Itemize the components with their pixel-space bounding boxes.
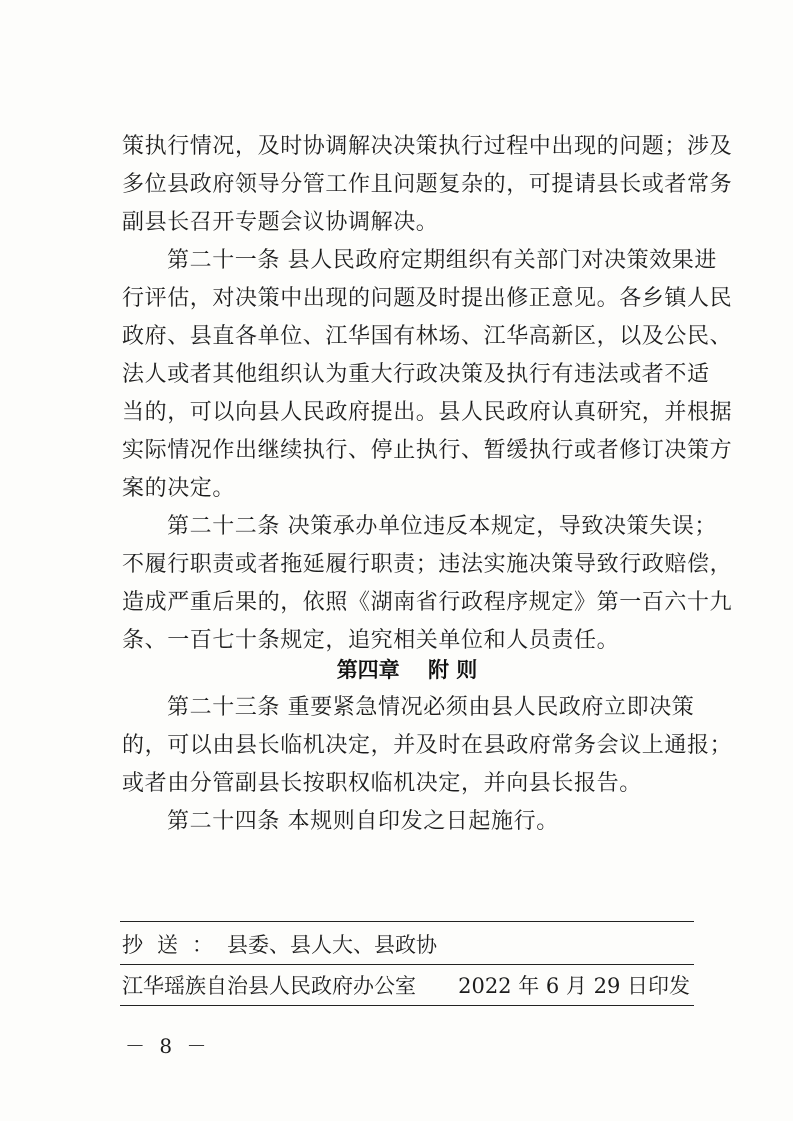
issue-date: 2022 年 6 月 29 日印发 — [458, 974, 690, 998]
chapter-heading: 第四章 附 则 — [336, 658, 478, 682]
text-line: 当的，可以向县人民政府提出。县人民政府认真研究，并根据 — [122, 400, 733, 425]
text-line: 副县长召开专题会议协调解决。 — [122, 210, 439, 235]
page-number: － 8 － — [125, 1034, 211, 1058]
text-line: 造成严重后果的，依照《湖南省行政程序规定》第一百六十九 — [122, 590, 733, 615]
text-line: 第二十三条 重要紧急情况必须由县人民政府立即决策 — [167, 695, 695, 720]
footer-bottom-rule — [120, 1005, 694, 1006]
text-line: 第二十二条 决策承办单位违反本规定，导致决策失误； — [167, 514, 717, 539]
text-line: 的，可以由县长临机决定，并及时在县政府常务会议上通报； — [122, 733, 733, 758]
text-line: 行评估，对决策中出现的问题及时提出修正意见。各乡镇人民 — [122, 286, 733, 311]
text-line: 条、一百七十条规定，追究相关单位和人员责任。 — [122, 628, 620, 653]
text-line: 案的决定。 — [122, 476, 236, 501]
text-line: 第二十四条 本规则自印发之日起施行。 — [167, 809, 559, 834]
text-line: 政府、县直各单位、江华国有林场、江华高新区，以及公民、 — [122, 324, 733, 349]
issuer: 江华瑶族自治县人民政府办公室 — [122, 974, 416, 998]
cc-recipients: 县委、县人大、县政协 — [227, 933, 437, 957]
text-line: 法人或者其他组织认为重大行政决策及执行有违法或者不适 — [122, 362, 710, 387]
footer-top-rule — [120, 921, 694, 922]
body-text — [122, 128, 733, 660]
cc-row — [122, 927, 692, 963]
text-line: 多位县政府领导分管工作且问题复杂的，可提请县长或者常务 — [122, 172, 733, 197]
text-line: 或者由分管副县长按职权临机决定，并向县长报告。 — [122, 771, 642, 796]
text-line: 不履行职责或者拖延履行职责；违法实施决策导致行政赔偿， — [122, 552, 733, 577]
text-line: 实际情况作出继续执行、停止执行、暂缓执行或者修订决策方 — [122, 438, 733, 463]
footer-middle-rule — [120, 964, 694, 965]
text-line: 第二十一条 县人民政府定期组织有关部门对决策效果进 — [167, 248, 717, 273]
issuer-row — [122, 968, 692, 1004]
chapter-text — [122, 689, 733, 841]
cc-label: 抄送： — [122, 933, 227, 957]
text-line: 策执行情况，及时协调解决决策执行过程中出现的问题；涉及 — [122, 134, 733, 159]
